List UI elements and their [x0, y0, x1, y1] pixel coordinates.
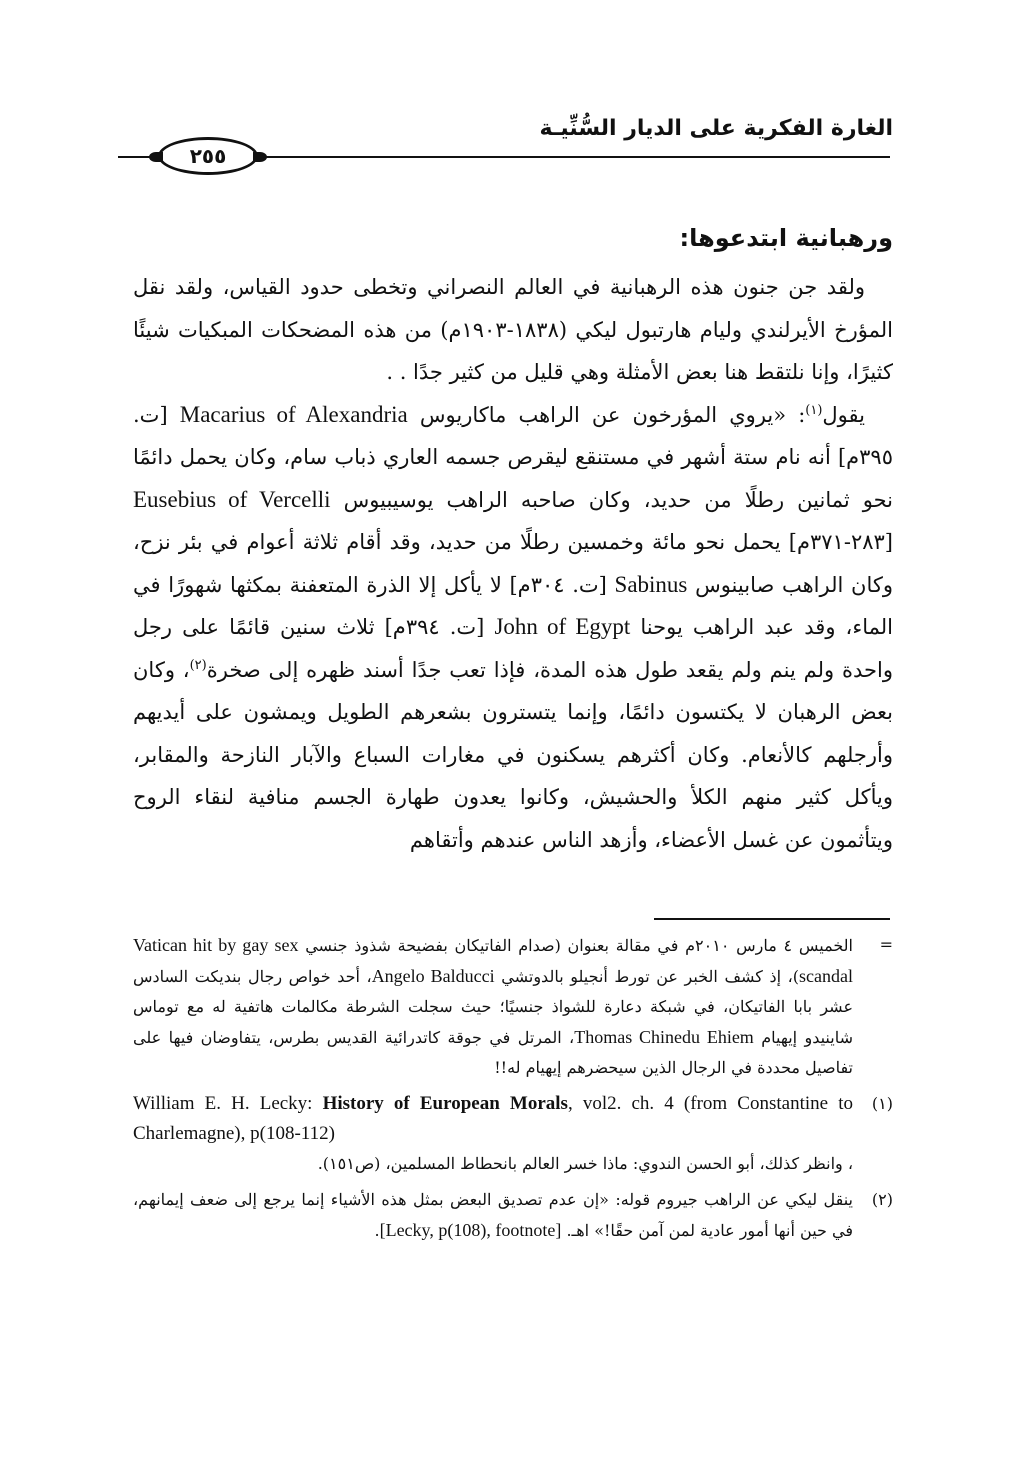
fn0-latin-2: Angelo Balducci [371, 966, 495, 986]
footnote-ref-1: (١) [805, 402, 823, 418]
main-text [133, 218, 893, 861]
footnote-rule [654, 918, 890, 920]
fn2-text: ينقل ليكي عن الراهب جيروم قوله: «إن عدم تصديق البعض بمثل هذه الأشياء إنما يرجع إلى ضعف إيمانهم، في حين أنها أمور عادية لمن آمن حقًا!» اهـ. [133, 1190, 853, 1240]
latin-john: John of Egypt [494, 614, 631, 639]
fn0-text-c: ، أحد خواص رجال بنديكت السادس عشر بابا الفاتيكان، في شبكة دعارة للشواذ جنسيًا؛ حيث سجلت الشرطة مكالمات هاتفية له مع توماس شاينيدو إيهيام [133, 967, 853, 1047]
p2-text-d: [٢٨٣-٣٧١م] يحمل نحو مائة وخمسين رطلًا من حديد، وقد أقام ثلاثة أعوام في بئر نزح، وكان الراهب صابينوس [133, 530, 893, 597]
footnotes [133, 930, 893, 1252]
footnote-marker-1: (١) [871, 1094, 893, 1113]
p2-text-f: [ت. ٣٩٤م] ثلاث سنين قائمًا على رجل واحدة ولم ينم ولم يقعد طول هذه المدة، فإذا تعب جدًا أسند ظهره إلى صخرة [133, 615, 893, 682]
paragraph-2 [133, 394, 893, 862]
page-number-badge: ٢٥٥ [158, 137, 258, 175]
fn0-latin-1: Vatican hit by gay sex scandal [133, 935, 854, 986]
footnote-continued [133, 930, 893, 1083]
fn1-citation [133, 1089, 853, 1149]
running-title: الغارة الفكرية على الديار السُّنِّيـة [539, 116, 893, 141]
footnote-1 [133, 1089, 893, 1179]
latin-sabinus: Sabinus [614, 571, 688, 597]
paragraph-1-text: ولقد جن جنون هذه الرهبانية في العالم النصراني وتخطى حدود القياس، ولقد نقل المؤرخ الأيرلندي وليام هارتبول ليكي (١٨٣٨-١٩٠٣م) من هذه المضحكات المبكيات شيئًا كثيرًا، وإنا نلتقط هنا بعض الأمثلة وهي قليل من كثير جدًا . . [133, 275, 893, 384]
p2-text-g: ، وكان بعض الرهبان لا يكتسون دائمًا، وإنما يتسترون بشعرهم الطويل ويمشون على أيديهم وأرجلهم كالأنعام. وكان أكثرهم يسكنون في مغارات السباع والآبار النازحة والمقابر، ويأكل كثير منهم الكلأ والحشيش، وكانوا يعدون طهارة الجسم منافية لنقاء الروح ويتأثمون عن غسل الأعضاء، وأزهد الناس عندهم وأتقاهم [133, 657, 893, 852]
fn0-text-a: الخميس ٤ مارس ٢٠١٠م في مقالة بعنوان (صدام الفاتيكان بفضيحة شذوذ جنسي [305, 936, 853, 955]
p2-text-b: : «يروي المؤرخون عن الراهب ماكاريوس [419, 402, 806, 427]
footnote-2 [133, 1185, 893, 1246]
fn0-text-b: )، إذ كشف الخبر عن تورط أنجيلو بالدوتشي [501, 967, 800, 986]
p2-text-a: يقول [822, 402, 865, 427]
fn1-author: William E. H. Lecky: [133, 1093, 323, 1114]
fn0-text-d: ، المرتل في جوقة كاتدرائية القديس بطرس، يتفاوضان فيها على تفاصيل محددة في الرجال الذين سيحضرهم إيهيام له!! [133, 1028, 853, 1077]
fn2-latin: [Lecky, p(108), footnote] [379, 1220, 562, 1240]
fn0-latin-3: Thomas Chinedu Ehiem [574, 1027, 754, 1047]
paragraph-1 [133, 266, 893, 394]
latin-eusebius: Eusebius of Vercelli [133, 486, 331, 512]
fn1-book-title: History of European Morals [322, 1093, 568, 1114]
fn1-arabic: ، وانظر كذلك، أبو الحسن الندوي: ماذا خسر العالم بانحطاط المسلمين، (ص١٥١). [317, 1154, 853, 1173]
footnote-marker-cont: = [879, 935, 893, 954]
p2-text-c: [ت. ٣٩٥م] أنه نام ستة أشهر في مستنقع ليقرص جسمه العاري ذباب سام، وكان يحمل دائمًا نحو ثمانين رطلًا من حديد، وكان صاحبه الراهب يوسيبيوس [133, 402, 893, 512]
footnote-ref-2: (٢) [189, 657, 207, 673]
section-heading: ورهبانية ابتدعوها: [679, 224, 893, 252]
fn2-end: . [374, 1221, 380, 1240]
fn1-location: , vol2. ch. 4 (from Constantine to Charlemagne), p(108-112) [133, 1093, 853, 1144]
footnote-marker-2: (٢) [871, 1190, 893, 1209]
p2-text-e: [ت. ٣٠٤م] لا يأكل إلا الذرة المتعفنة بمكثها شهورًا في الماء، وقد عبد الراهب يوحنا [133, 572, 893, 639]
latin-macarius: Macarius of Alexandria [179, 401, 408, 427]
